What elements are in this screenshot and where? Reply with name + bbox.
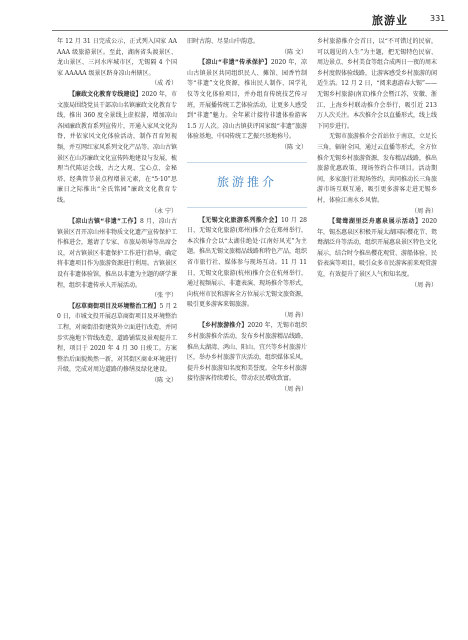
article-heading: 【乡村旅游推介】	[199, 322, 248, 330]
paragraph-continued	[317, 37, 437, 132]
article-heading: 【鸳鸯湖里泛舟惠泉展示活动】	[329, 218, 422, 226]
source-credit: （陈 文）	[281, 143, 307, 151]
source-credit: （永 宁）	[151, 207, 177, 215]
article-paragraph	[57, 217, 177, 291]
source-credit: （周 犇）	[411, 281, 437, 289]
source-credit: （周 犇）	[281, 311, 307, 319]
article-body: 2020 年，锡杰惠泉区积极开展太湖国际樱花节、鸳鸯湖泛舟等活动，组织开展惠泉景区特色文化展示，结合时令推出樱花观赏、游船体验、民俗表演等项目，吸引众多市民游客前来观赏游览，有效提升了景区人气和知名度。	[317, 218, 438, 279]
source-credit: （陈 文）	[151, 377, 177, 384]
source-credit: （张 宇）	[151, 292, 177, 300]
article-paragraph	[187, 321, 307, 385]
text-column-1	[57, 37, 177, 387]
article-heading: 【凉山古镇“非遗”工作】	[69, 218, 140, 226]
article-body: 2020 年，凉山古镇景区共同组织民人、摊馆、园香竹制等“非遗”文化资源，推出民人制作、国学礼仪等文化体验项目，并办组育传统技艺传习班，开展播传统工艺体验活动，让更多人感受到“非遗”魅力。全年累计接待非遗体验游客 1.5 万人次。凉山古镇获评国家级“非遗”旅游体验基地，中国传统工艺振兴基地称号。	[187, 59, 308, 141]
article-paragraph	[57, 90, 177, 207]
article-body: 5 月 20 日，市城文投开展忍草商街项目及环境整治工程，对商街沿街建筑外立面进行改造，并同步实施地下管线改造、道路铺装及景观提升工程，项目于 2020 年 4 月 30 日竣工。方案整治后面貌焕然一新，对其街区商业环境进行升级，完成对周边道路的修缮及绿化建设。	[57, 302, 178, 374]
article-body: 年 12 月 31 日完成公示，正式列入国家 AAAAA 级旅游景区。至此，湖南省头渡景区、龙山景区、三河水库城市区，无锡隔 4 个国家 AAAAA 级景区跻身凉山州辖区。	[57, 38, 177, 77]
article-paragraph	[317, 217, 437, 281]
article-heading: 【忍草商街项目及环境整治工程】	[69, 302, 160, 310]
article-body: 2020 年，无锡市组织乡村旅游推介活动，发布乡村旅游精品线路，推出太湖湾、鸿山、阳山、宜兴等乡村旅游片区，举办乡村旅游节庆活动，组织媒体采风，提升乡村旅游知名度和美誉度。全年乡村旅游接待游客持续增长，带动农民增收致富。	[187, 322, 308, 383]
source-credit: （周 犇）	[281, 386, 307, 394]
source-credit: （陈 文）	[281, 48, 307, 56]
header-rule	[52, 30, 448, 31]
paragraph-continued	[187, 37, 307, 48]
source-credit: （周 犇）	[411, 207, 437, 215]
article-body: 旧时古韵、尽显山中韵意。	[187, 38, 260, 45]
section-banner	[187, 162, 307, 208]
article-body: 10 月 28 日，无锡文化旅游(郑州)推介会在郑州举行，本次推介会以“太湖佳绝处·江南好风光”为主题，推出无锡文旅精品线路和特色产品，组织省市旅行社、媒体参与现场互动。11 月 11 日，无锡文化旅游(杭州)推介会在杭州举行，通过视频展示、非遗表演、现场推介等形式，向杭州市民和游客全方位展示无锡文旅资源，吸引更多游客来锡旅游。	[187, 216, 308, 309]
text-column-3	[317, 37, 437, 291]
banner-title: 旅游推介	[216, 174, 277, 189]
page-number: 331	[430, 14, 446, 23]
article-paragraph	[317, 132, 437, 206]
article-heading: 【无锡文化旅游系列推介会】	[199, 216, 281, 224]
paragraph-continued	[57, 37, 177, 79]
article-body: 2020 年，市文旅局围绕党员干部凉山名镇廉政文化教育专线，推出 360 度全景线上虚拟游，增加凉山各园廉政教育系列宣传片，开通入家风文化沟脊，并依家风文化体验活动，制作召育短视频，并互网红家风系列文化产品等。凉山古镇景区在山苏廉政文化宣传阵地建设与发展，梳理当代陈运会线、古之大观、宝心点、金秘塔、经典管节景点程增景元素，在“5·10”思廉日之际推出“全氏铭园”廉政文化教育专线。	[57, 90, 178, 204]
article-paragraph	[187, 58, 307, 143]
article-body: 无锡市旅游推介会首站位于南京，立足长三角，辐射全国，通过云直播等形式，全方位推介无锡乡村旅游资源，发布精品线路，推出旅游优惠政策，现场签约合作项目。活动期间，多家旅行社现场签约，共同推动长三角旅游市场互联互通，吸引更多游客走进无锡乡村，体验江南水乡风情。	[317, 133, 438, 204]
text-column-2	[187, 37, 307, 396]
article-body: 乡村旅游推介会首日，以“不可错过的民宿，可以遇见的人生”为主题，把无锡特色民宿、周边景点、乡村美食等组合成两日一夜的周末乡村度假体验线路，让游客感受乡村旅游的闲适生活。12 月 2 日，“阅来惠游春大锡”——无锡乡村旅游(南京)推介会暨江苏，安徽、浙江、上海乡村联动推介会举行，吸引近 213 万人次关注。本次推介会以直播形式，线上线下同步进行。	[317, 38, 438, 130]
source-credit: （成 希）	[151, 80, 177, 88]
article-body: 8 月，凉山古镇景区召开凉山州非物质文化遗产宣传保护工作推进会，邀请了专家、市旅局领导等出席会议，对古镇景区非遗保护工作进行指导，确定将非遗项目作为旅游资源进行利用。古镇景区设有非遗体验馆，推出以非遗为主题的研学课程，组织非遗传承人开展活动。	[57, 218, 178, 289]
page-header	[0, 0, 468, 30]
article-paragraph	[57, 302, 177, 376]
section-name: 旅游业	[372, 14, 408, 27]
article-paragraph	[187, 216, 307, 311]
article-heading: 【凉山“非遗”传承保护】	[199, 59, 271, 67]
article-heading: 【廉政文化教育专线建设】	[69, 90, 142, 98]
